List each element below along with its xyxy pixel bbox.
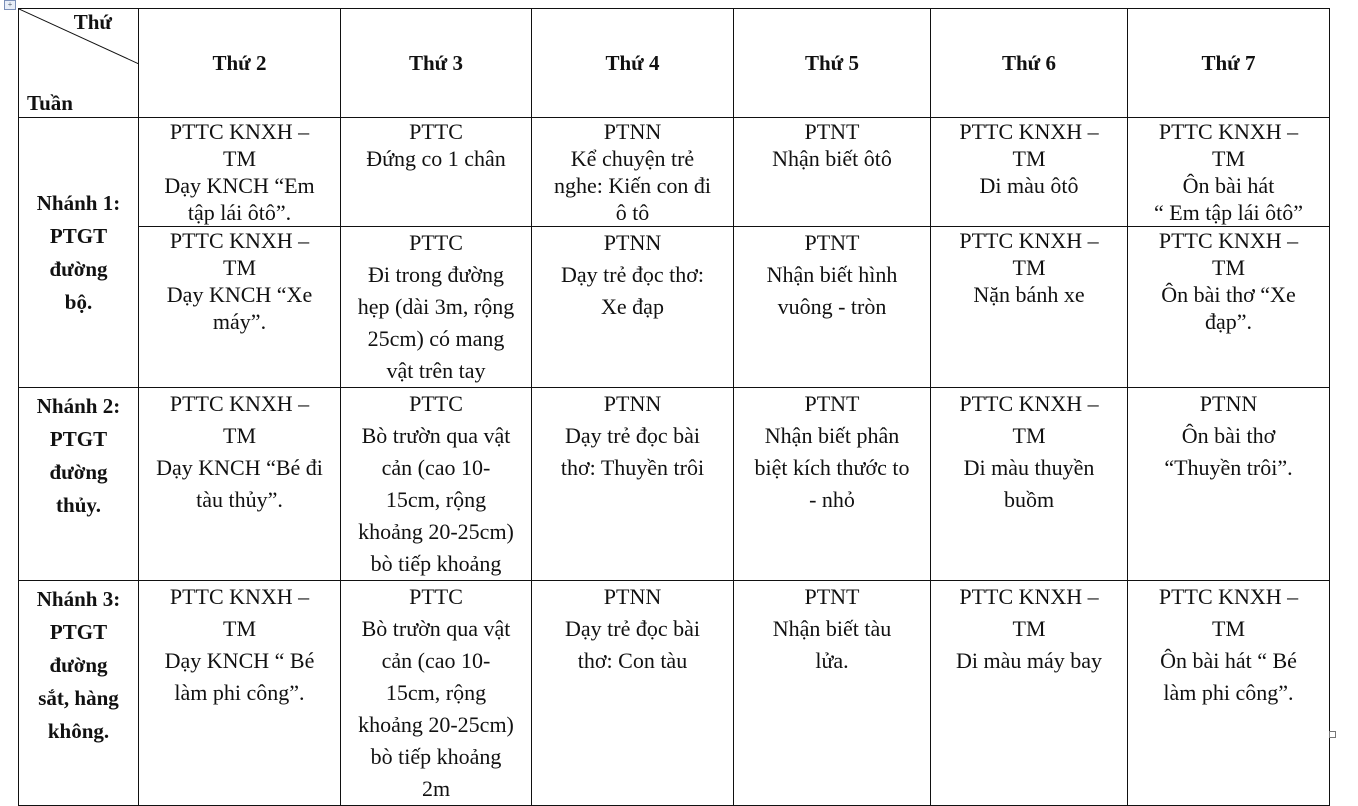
activity-cell: PTTC KNXH – TM Di màu thuyền buồm <box>931 388 1128 581</box>
activity-cell: PTNN Dạy trẻ đọc bài thơ: Thuyền trôi <box>532 388 734 581</box>
table-row <box>19 227 1330 388</box>
activity-cell: PTNT Nhận biết ôtô <box>734 118 931 227</box>
weekly-plan-table <box>18 8 1330 806</box>
day-header: Thứ 6 <box>931 9 1128 118</box>
table-row <box>19 581 1330 806</box>
day-header: Thứ 7 <box>1128 9 1330 118</box>
activity-cell: PTNN Kể chuyện trẻ nghe: Kiến con đi ô tô <box>532 118 734 227</box>
day-header: Thứ 5 <box>734 9 931 118</box>
activity-cell: PTTC Đi trong đường hẹp (dài 3m, rộng 25cm) có mang vật trên tay <box>341 227 532 388</box>
branch-label: Nhánh 1: PTGT đường bộ. <box>19 118 139 388</box>
activity-cell: PTNN Dạy trẻ đọc bài thơ: Con tàu <box>532 581 734 806</box>
activity-cell: PTTC Bò trườn qua vật cản (cao 10- 15cm, rộng khoảng 20-25cm) bò tiếp khoảng 2m <box>341 581 532 806</box>
day-header: Thứ 4 <box>532 9 734 118</box>
activity-cell: PTTC Đứng co 1 chân <box>341 118 532 227</box>
activity-cell: PTNN Dạy trẻ đọc thơ: Xe đạp <box>532 227 734 388</box>
table-move-handle[interactable]: + <box>4 0 16 10</box>
branch-label: Nhánh 3: PTGT đường sắt, hàng không. <box>19 581 139 806</box>
table-resize-handle[interactable] <box>1329 731 1336 738</box>
activity-cell: PTTC KNXH – TM Ôn bài thơ “Xe đạp”. <box>1128 227 1330 388</box>
table-row <box>19 118 1330 227</box>
activity-cell: PTTC KNXH – TM Di màu máy bay <box>931 581 1128 806</box>
corner-week-label: Tuần <box>27 91 73 115</box>
activity-cell: PTTC KNXH – TM Ôn bài hát “ Em tập lái ôtô” <box>1128 118 1330 227</box>
header-row <box>19 9 1330 118</box>
activity-cell: PTNN Ôn bài thơ “Thuyền trôi”. <box>1128 388 1330 581</box>
corner-header-cell <box>19 9 139 118</box>
activity-cell: PTTC KNXH – TM Ôn bài hát “ Bé làm phi công”. <box>1128 581 1330 806</box>
activity-cell: PTTC Bò trườn qua vật cản (cao 10- 15cm, rộng khoảng 20-25cm) bò tiếp khoảng <box>341 388 532 581</box>
corner-day-label: Thứ <box>73 10 112 34</box>
day-header: Thứ 3 <box>341 9 532 118</box>
activity-cell: PTNT Nhận biết phân biệt kích thước to - nhỏ <box>734 388 931 581</box>
activity-cell: PTNT Nhận biết tàu lửa. <box>734 581 931 806</box>
activity-cell: PTTC KNXH – TM Di màu ôtô <box>931 118 1128 227</box>
branch-label: Nhánh 2: PTGT đường thủy. <box>19 388 139 581</box>
activity-cell: PTNT Nhận biết hình vuông - tròn <box>734 227 931 388</box>
table-row <box>19 388 1330 581</box>
activity-cell: PTTC KNXH – TM Dạy KNCH “Em tập lái ôtô”. <box>139 118 341 227</box>
activity-cell: PTTC KNXH – TM Nặn bánh xe <box>931 227 1128 388</box>
activity-cell: PTTC KNXH – TM Dạy KNCH “ Bé làm phi công”. <box>139 581 341 806</box>
activity-cell: PTTC KNXH – TM Dạy KNCH “Bé đi tàu thủy”. <box>139 388 341 581</box>
activity-cell: PTTC KNXH – TM Dạy KNCH “Xe máy”. <box>139 227 341 388</box>
day-header: Thứ 2 <box>139 9 341 118</box>
